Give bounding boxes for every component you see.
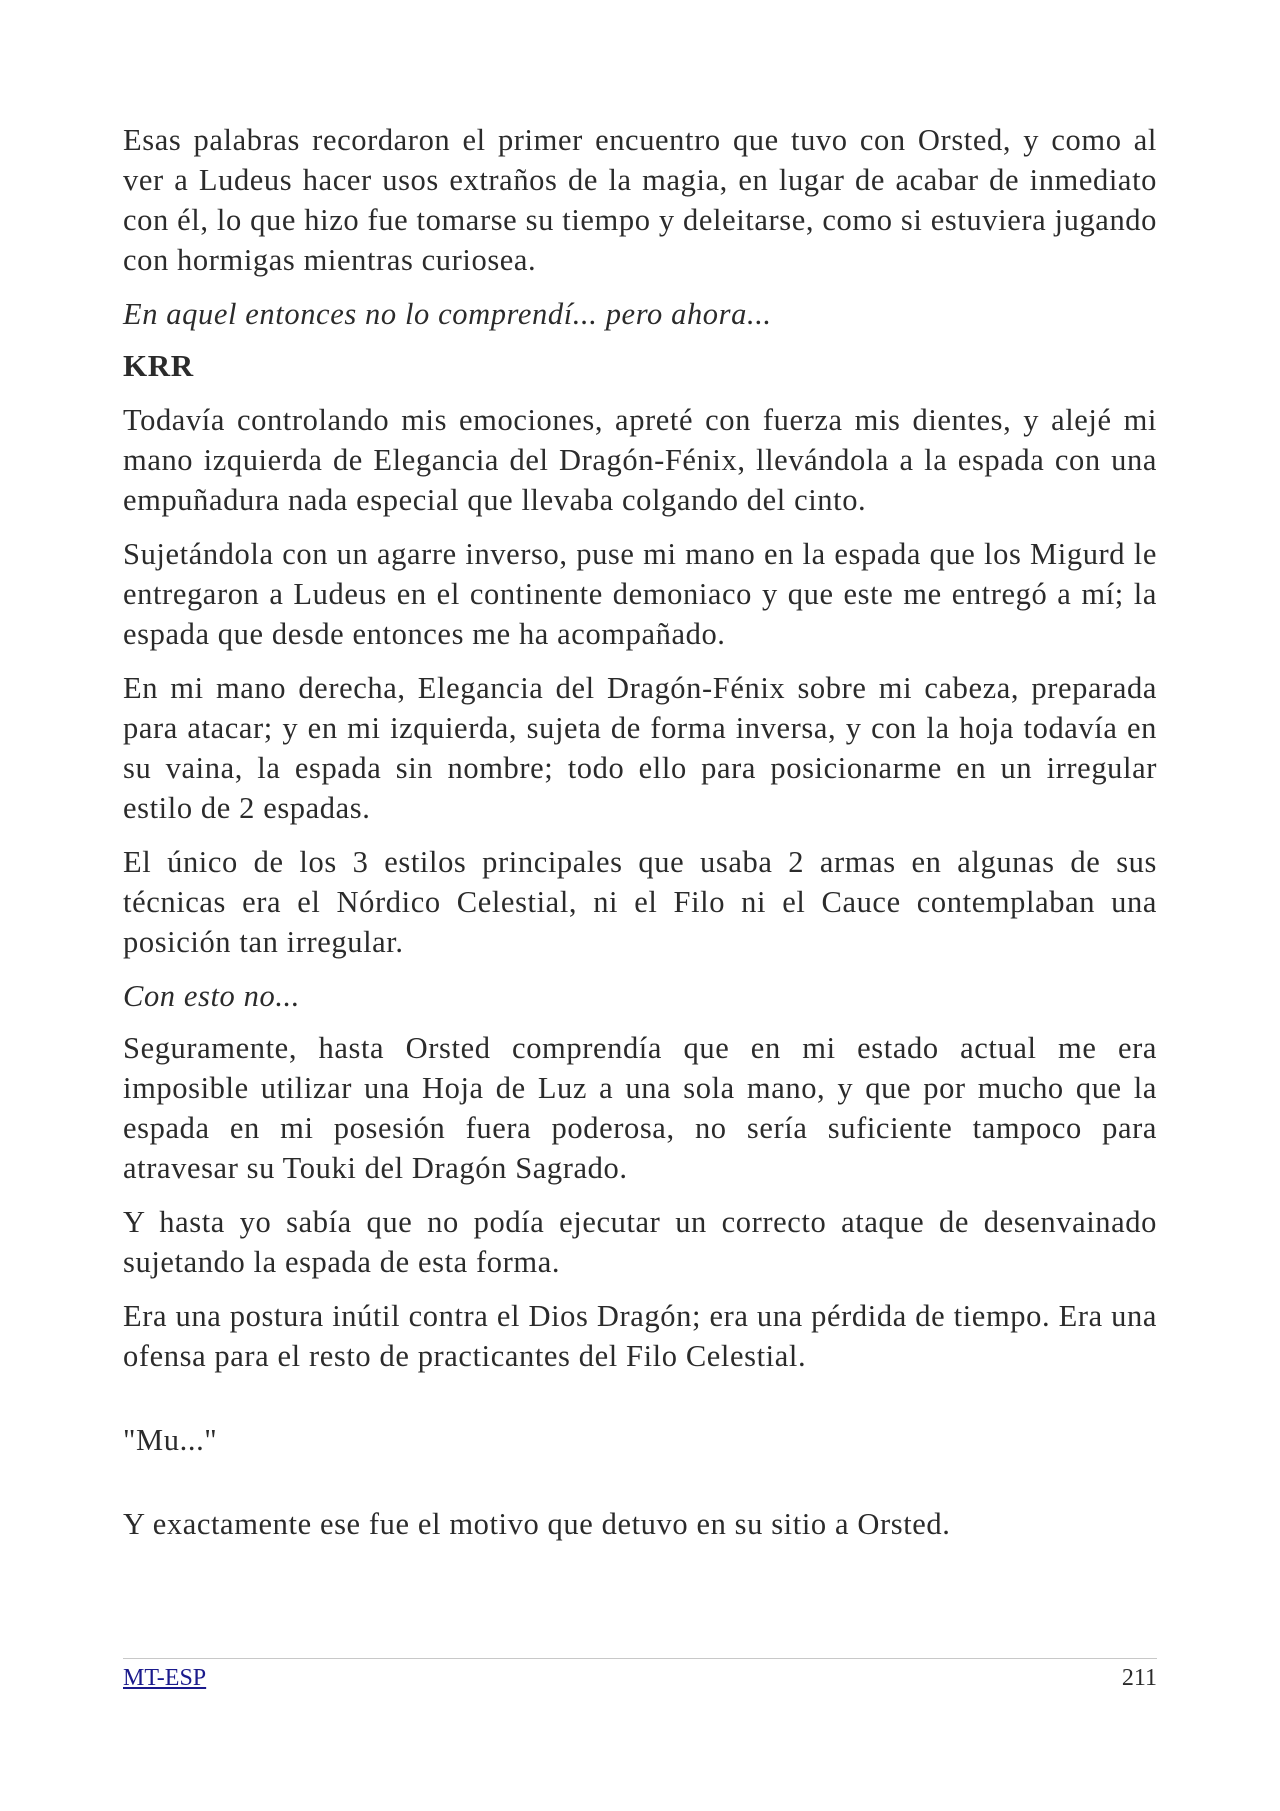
paragraph-4: En mi mano derecha, Elegancia del Dragón-Fénix sobre mi cabeza, preparada para atacar; y en mi izquierda, sujeta de forma inversa, y con la hoja todavía en su vaina, la espada sin nombre; todo ello para posicionarme en un irregular estilo de 2 espadas. <box>123 671 1157 825</box>
paragraph-5: El único de los 3 estilos principales que usaba 2 armas en algunas de sus técnicas era el Nórdico Celestial, ni el Filo ni el Cauce contemplaban una posición tan irregular. <box>123 845 1157 959</box>
sound-effect-heading: KRR <box>123 348 194 383</box>
paragraph-italic-thought-2: Con esto no... <box>123 979 300 1013</box>
page-footer <box>123 1658 1157 1694</box>
dialogue-line: "Mu..." <box>123 1423 218 1457</box>
page-number: 211 <box>1121 1665 1157 1691</box>
paragraph-3: Sujetándola con un agarre inverso, puse mi mano en la espada que los Migurd le entregaron a Ludeus en el continente demoniaco y que este me entregó a mí; la espada que desde entonces me ha acompañado. <box>123 537 1157 651</box>
paragraph-7: Y hasta yo sabía que no podía ejecutar un correcto ataque de desenvainado sujetando la espada de esta forma. <box>123 1205 1157 1279</box>
page-body <box>123 120 1157 1544</box>
paragraph-2: Todavía controlando mis emociones, apreté con fuerza mis dientes, y alejé mi mano izquierda de Elegancia del Dragón-Fénix, llevándola a la espada con una empuñadura nada especial que llevaba colgando del cinto. <box>123 403 1157 517</box>
paragraph-6: Seguramente, hasta Orsted comprendía que en mi estado actual me era imposible utilizar una Hoja de Luz a una sola mano, y que por mucho que la espada en mi posesión fuera poderosa, no sería suficiente tampoco para atravesar su Touki del Dragón Sagrado. <box>123 1031 1157 1185</box>
paragraph-final: Y exactamente ese fue el motivo que detuvo en su sitio a Orsted. <box>123 1507 951 1541</box>
paragraph-8: Era una postura inútil contra el Dios Dragón; era una pérdida de tiempo. Era una ofensa para el resto de practicantes del Filo Celestial. <box>123 1299 1157 1373</box>
footer-link[interactable]: MT-ESP <box>123 1665 207 1691</box>
paragraph-1: Esas palabras recordaron el primer encuentro que tuvo con Orsted, y como al ver a Ludeus hacer usos extraños de la magia, en lugar de acabar de inmediato con él, lo que hizo fue tomarse su tiempo y deleitarse, como si estuviera jugando con hormigas mientras curiosea. <box>123 123 1157 277</box>
paragraph-italic-thought: En aquel entonces no lo comprendí... pero ahora... <box>123 297 772 331</box>
